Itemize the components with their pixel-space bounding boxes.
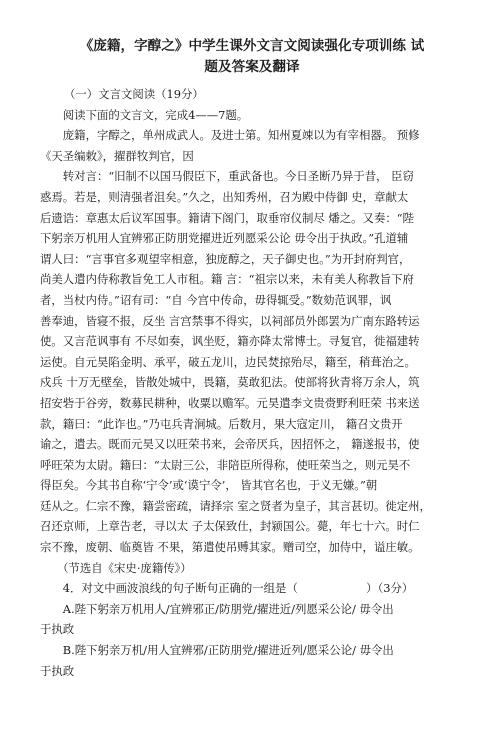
title-line-1: 《庞籍，字醇之》中学生课外文言文阅读强化专项训练 试	[79, 38, 425, 54]
text-line: 招安砦于谷旁，数募民耕种，收粟以赡军。元昊遣李文贵赍野利旺荣 书来送	[40, 395, 420, 410]
option-a-cont: 于执政	[40, 622, 75, 637]
section-heading: （一）文言文阅读（19分）	[64, 87, 204, 101]
text-line: 阅读下面的文言文，完成4——7题。	[40, 107, 249, 122]
text-line: 谕之，遣去。既而元昊又以旺荣书来，会帝厌兵，因招怀之， 籍遂报书，使	[40, 437, 420, 452]
text-line: 转对言：“旧制不以国马假臣下，重武备也。今日圣断乃异于昔， 臣窃	[40, 169, 414, 184]
option-b-cont: 于执政	[40, 663, 75, 678]
text-line: 惑焉。若是，则清强者沮矣。”久之，出知秀州，召为殿中侍御 史，章献太	[40, 189, 409, 204]
text-line: 下躬亲万机用人宜辨邪正防朋党擢进近列愿采公论 毋令出于执政。”孔道辅	[40, 231, 409, 246]
document-title	[40, 36, 464, 78]
text-line: 宗不豫，废朝、临奠皆 不果，第遣使吊赙其家。赠司空，加侍中，谥庄敏。	[40, 540, 420, 555]
text-line: 者，当杖内侍。”诏有司：“自 今宫中传命，毋得辄受。”数劾范讽罪，讽	[40, 292, 392, 307]
option-b: B.陛下躬亲万机/用人宜辨邪/正防朋党/擢进近列/愿采公论/ 毋令出	[40, 643, 394, 658]
text-line: 款，籍曰：“此诈也。”乃屯兵青涧城。后数月，果大寇定川， 籍召文贵开	[40, 416, 403, 431]
question-4: 4．对文中画波浪线的句子断句正确的一组是（ ）（3分）	[40, 581, 414, 596]
text-line: 运使。自元昊陷金明、承平，破五龙川，边民焚掠殆尽，籍至，稍葺治之。	[40, 354, 416, 369]
text-line: 庞籍，字醇之，单州成武人。及进士第。知州夏竦以为有宰相器。 预修	[40, 128, 420, 143]
text-line: 召还京师，上章告老，寻以太 子太保致仕，封颍国公。薨，年七十六。时仁	[40, 519, 420, 534]
text-line: 戍兵 十万无壁垒，皆散处城中，畏籍，莫敢犯法。使部将狄青将万余人，筑	[40, 375, 420, 390]
text-line: 廷从之。仁宗不豫，籍尝密疏，请择宗 室之贤者为皇子，其言甚切。徙定州，	[40, 498, 431, 513]
text-line: 呼旺荣为太尉。籍曰：“太尉三公，非陪臣所得称，使旺荣当之，则元昊不	[40, 457, 411, 472]
option-a: A.陛下躬亲万机用人/宜辨邪正/防朋党/擢进近/列愿采公论/ 毋令出	[40, 601, 394, 616]
body-text	[40, 105, 464, 682]
text-line: 得臣矣。今其书自称‘宁令’或‘谟宁令’， 皆其官名也，于义无嫌。”朝	[40, 478, 378, 493]
text-line: 《天圣编敕》，擢群牧判官，因	[40, 148, 194, 163]
source-citation: （节选自《宋史·庞籍传》）	[40, 560, 192, 575]
text-line: 谓人曰：“言事官多观望宰相意，独庞醇之，天子御史也。”为开封府判官，	[40, 251, 411, 266]
text-line: 使。又言范讽事有 不尽如奏，讽坐贬，籍亦降太常博士。寻复官，徙福建转	[40, 334, 420, 349]
text-line: 善奉迪，皆寝不报，反坐 言宫禁事不得实，以祠部员外郎罢为广南东路转运	[40, 313, 420, 328]
text-line: 尚美人遣内侍称教旨免工人市租。籍 言：“祖宗以来，未有美人称教旨下府	[40, 272, 414, 287]
title-line-2: 题及答案及翻译	[204, 59, 300, 75]
text-line: 后遗诰：章惠太后议军国事。籍请下阁门，取垂帘仪制尽 燔之。又奏：“陛	[40, 210, 414, 225]
